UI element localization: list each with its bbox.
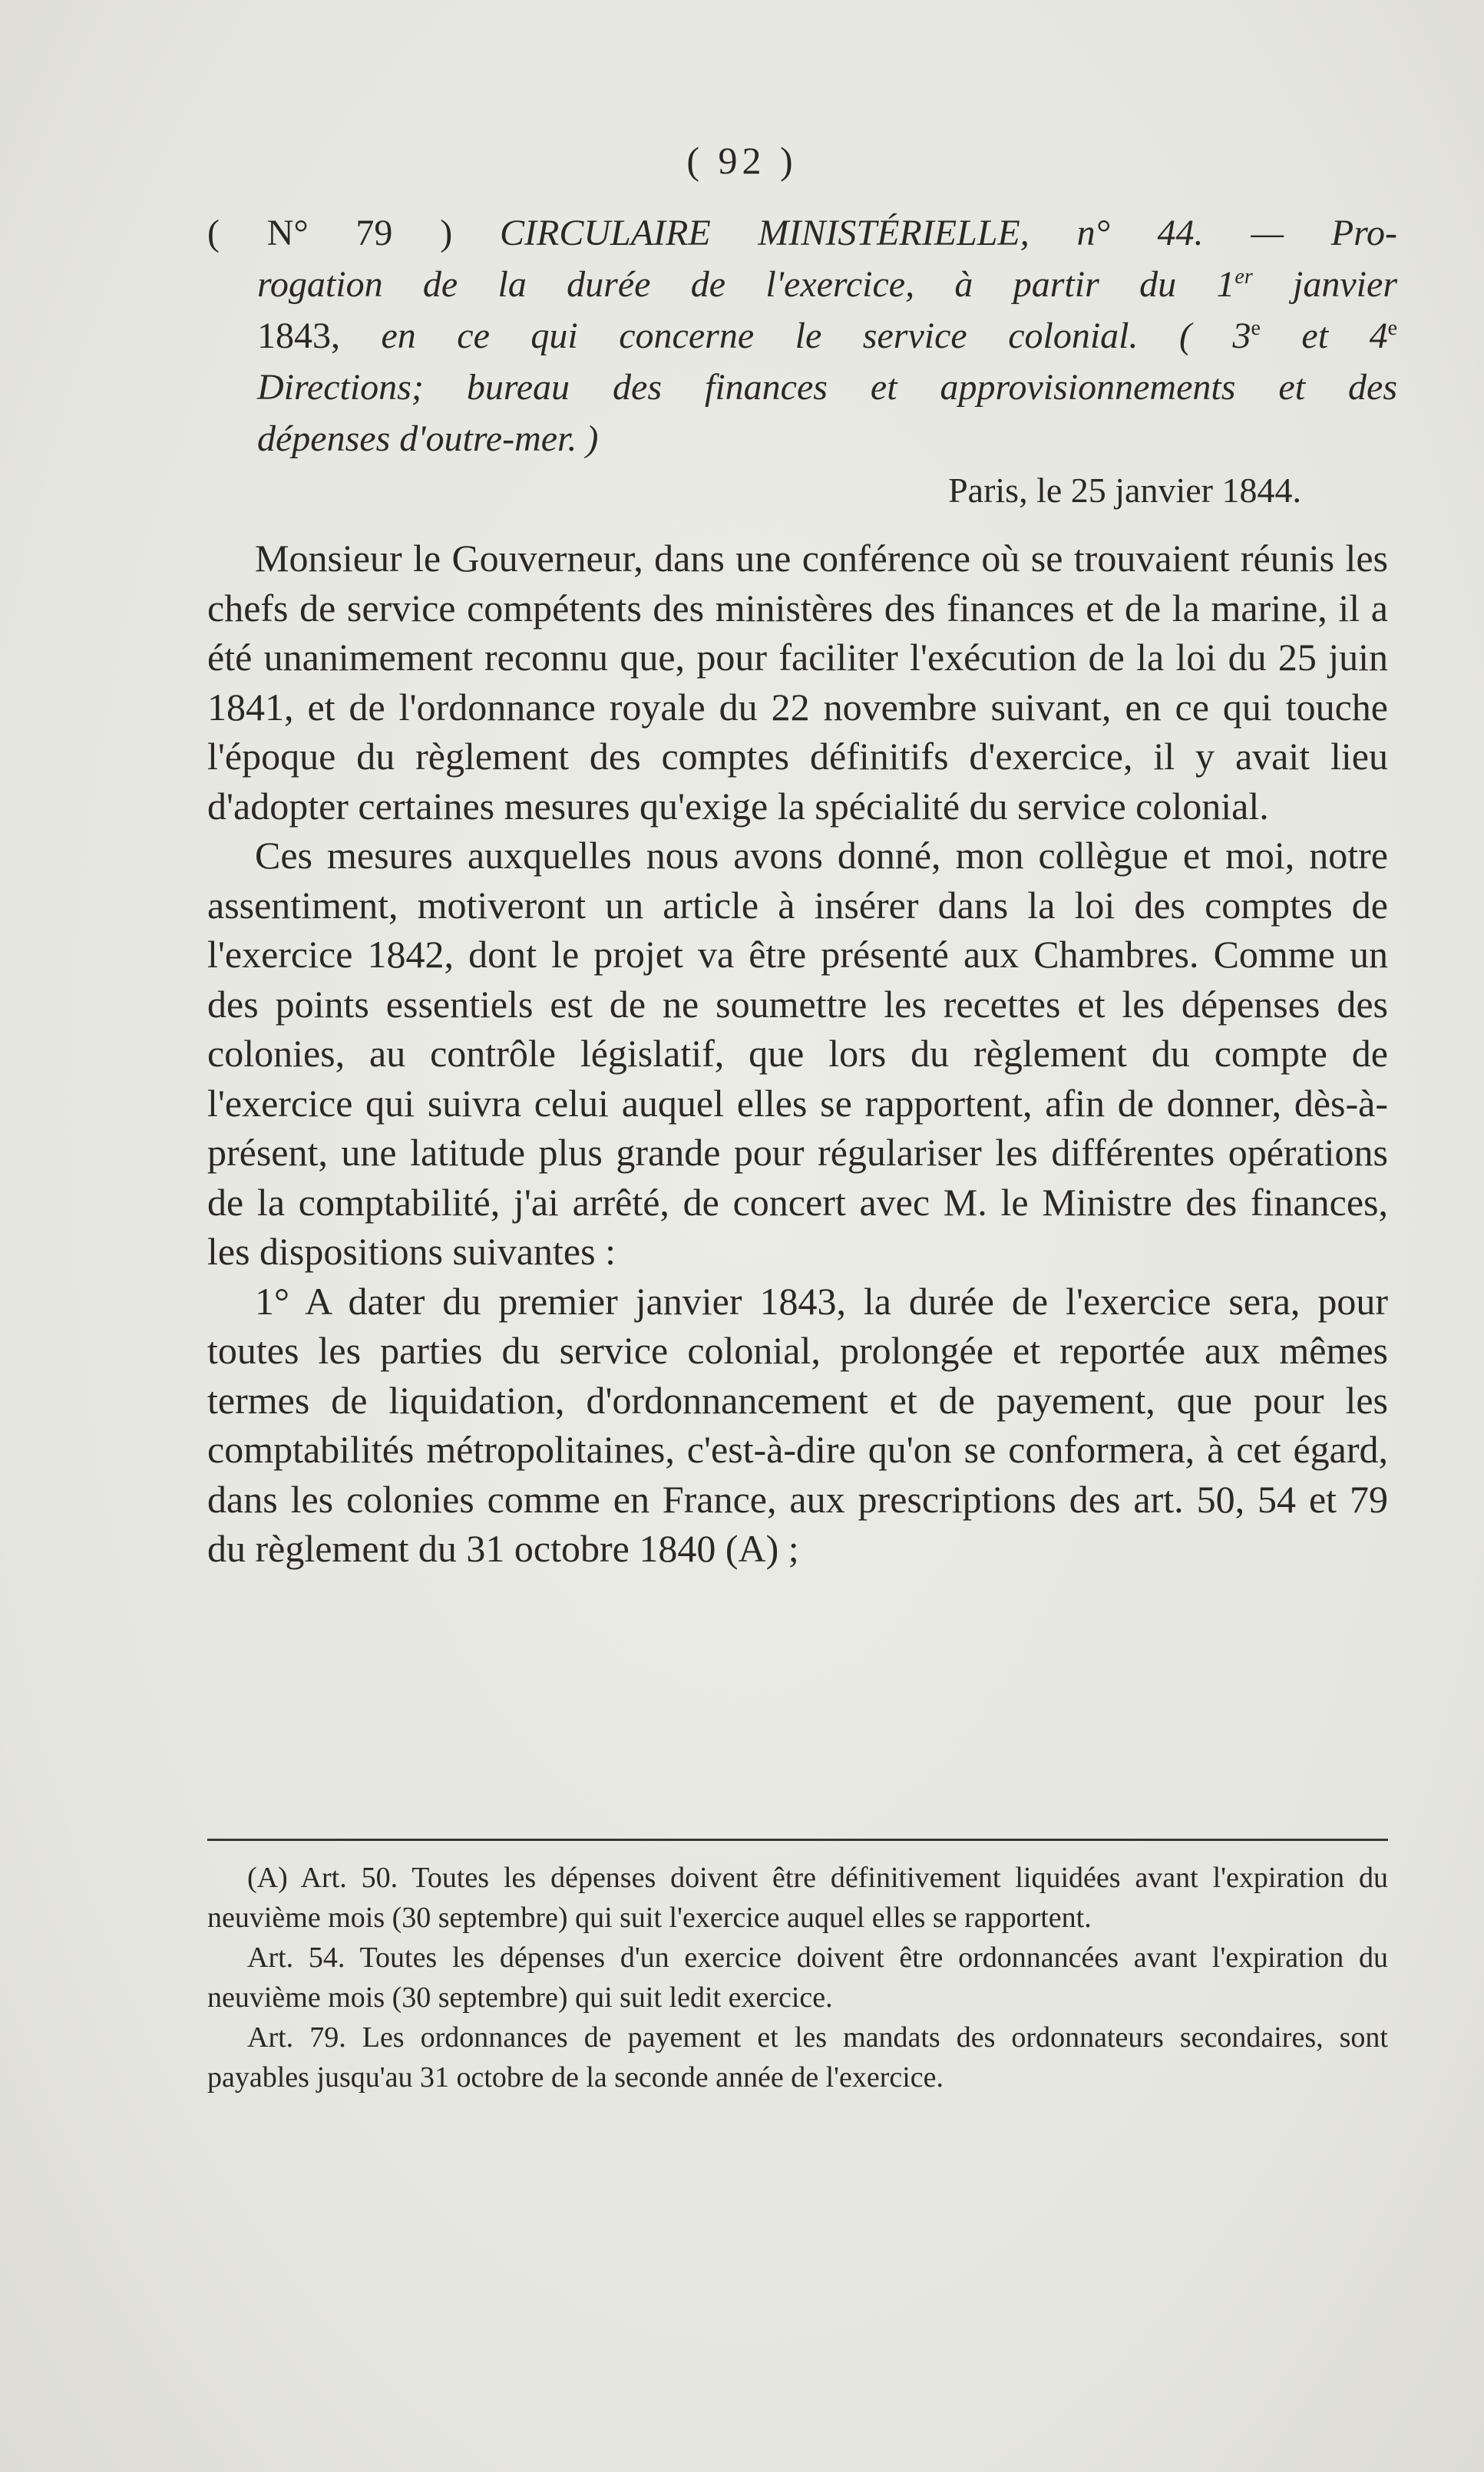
- heading-line-2: [207, 259, 1397, 310]
- heading-line-3-sup-1: e: [1251, 316, 1261, 340]
- heading-line-2-text-a: rogation de la durée de l'exercice, à partir du 1: [257, 264, 1235, 305]
- footnotes: [207, 1858, 1388, 2097]
- footnote-art-50: (A) Art. 50. Toutes les dépenses doivent être définitivement liquidées avant l'expiration du neuvième mois (30 septembre) qui suit l'exercice auquel elles se rapportent.: [207, 1862, 1388, 1934]
- circular-number: n° 44. — Pro-: [1076, 213, 1398, 253]
- paragraph-1: Monsieur le Gouverneur, dans une conférence où se trouvaient réunis les chefs de service compétents des ministères des finances et de la marine, il a été unanimement reconnu que, pour faciliter l'exécution de la loi du 25 juin 1841, et de l'ordonnance royale du 22 novembre suivant, en ce qui touche l'époque du règlement des comptes définitifs d'exercice, il y avait lieu d'adopter certaines mesures qu'exige la spécialité du service colonial.: [207, 537, 1388, 828]
- heading-line-5: [207, 413, 1397, 464]
- heading-line-4-text: Directions; bureau des finances et approvisionnements et des: [257, 367, 1397, 408]
- heading-line-5-text: dépenses d'outre-mer. ): [257, 418, 599, 459]
- footnote-divider: [207, 1839, 1388, 1841]
- heading-line-2-sup: er: [1234, 265, 1253, 289]
- dateline: Paris, le 25 janvier 1844.: [948, 471, 1301, 510]
- heading-line-1: [207, 207, 1397, 259]
- heading-line-3-sup-2: e: [1387, 316, 1398, 340]
- paragraph-2: Ces mesures auxquelles nous avons donné, mon collègue et moi, notre assentiment, motiveront un article à insérer dans la loi des comptes de l'exercice 1842, dont le projet va être présenté aux Chambres. Comme un des points essentiels est de ne soumettre les recettes et les dépenses des colonies, au contrôle législatif, que lors du règlement du compte de l'exercice qui suivra celui auquel elles se rapportent, afin de donner, dès-à-présent, une latitude plus grande pour régulariser les différentes opérations de la comptabilité, j'ai arrêté, de concert avec M. le Ministre des finances, les dispositions suivantes :: [207, 834, 1388, 1273]
- footnote-art-54: Art. 54. Toutes les dépenses d'un exercice doivent être ordonnancées avant l'expiration du neuvième mois (30 septembre) qui suit ledit exercice.: [207, 1942, 1388, 2014]
- document-number: ( N° 79 ): [207, 213, 453, 253]
- circular-heading: [207, 207, 1397, 464]
- letter-body: [207, 534, 1388, 1574]
- heading-line-3-text-b: et 4: [1260, 316, 1388, 356]
- heading-year: 1843,: [257, 316, 340, 356]
- footnote-art-79: Art. 79. Les ordonnances de payement et les mandats des ordonnateurs secondaires, sont payables jusqu'au 31 octobre de la seconde année de l'exercice.: [207, 2021, 1388, 2094]
- circular-title: CIRCULAIRE MINISTÉRIELLE,: [500, 213, 1030, 253]
- heading-line-4: [207, 362, 1397, 413]
- heading-line-2-text-b: janvier: [1252, 264, 1397, 305]
- page-number: ( 92 ): [686, 139, 798, 182]
- paragraph-3: 1° A dater du premier janvier 1843, la durée de l'exercice sera, pour toutes les parties du service colonial, prolongée et reportée aux mêmes termes de liquidation, d'ordonnancement et de payement, que pour les comptabilités métropolitaines, c'est-à-dire qu'on se conformera, à cet égard, dans les colonies comme en France, aux prescriptions des art. 50, 54 et 79 du règlement du 31 octobre 1840 (A) ;: [207, 1279, 1388, 1570]
- heading-line-3: [207, 310, 1397, 362]
- heading-line-3-text-a: en ce qui concerne le service colonial. ( 3: [340, 316, 1251, 356]
